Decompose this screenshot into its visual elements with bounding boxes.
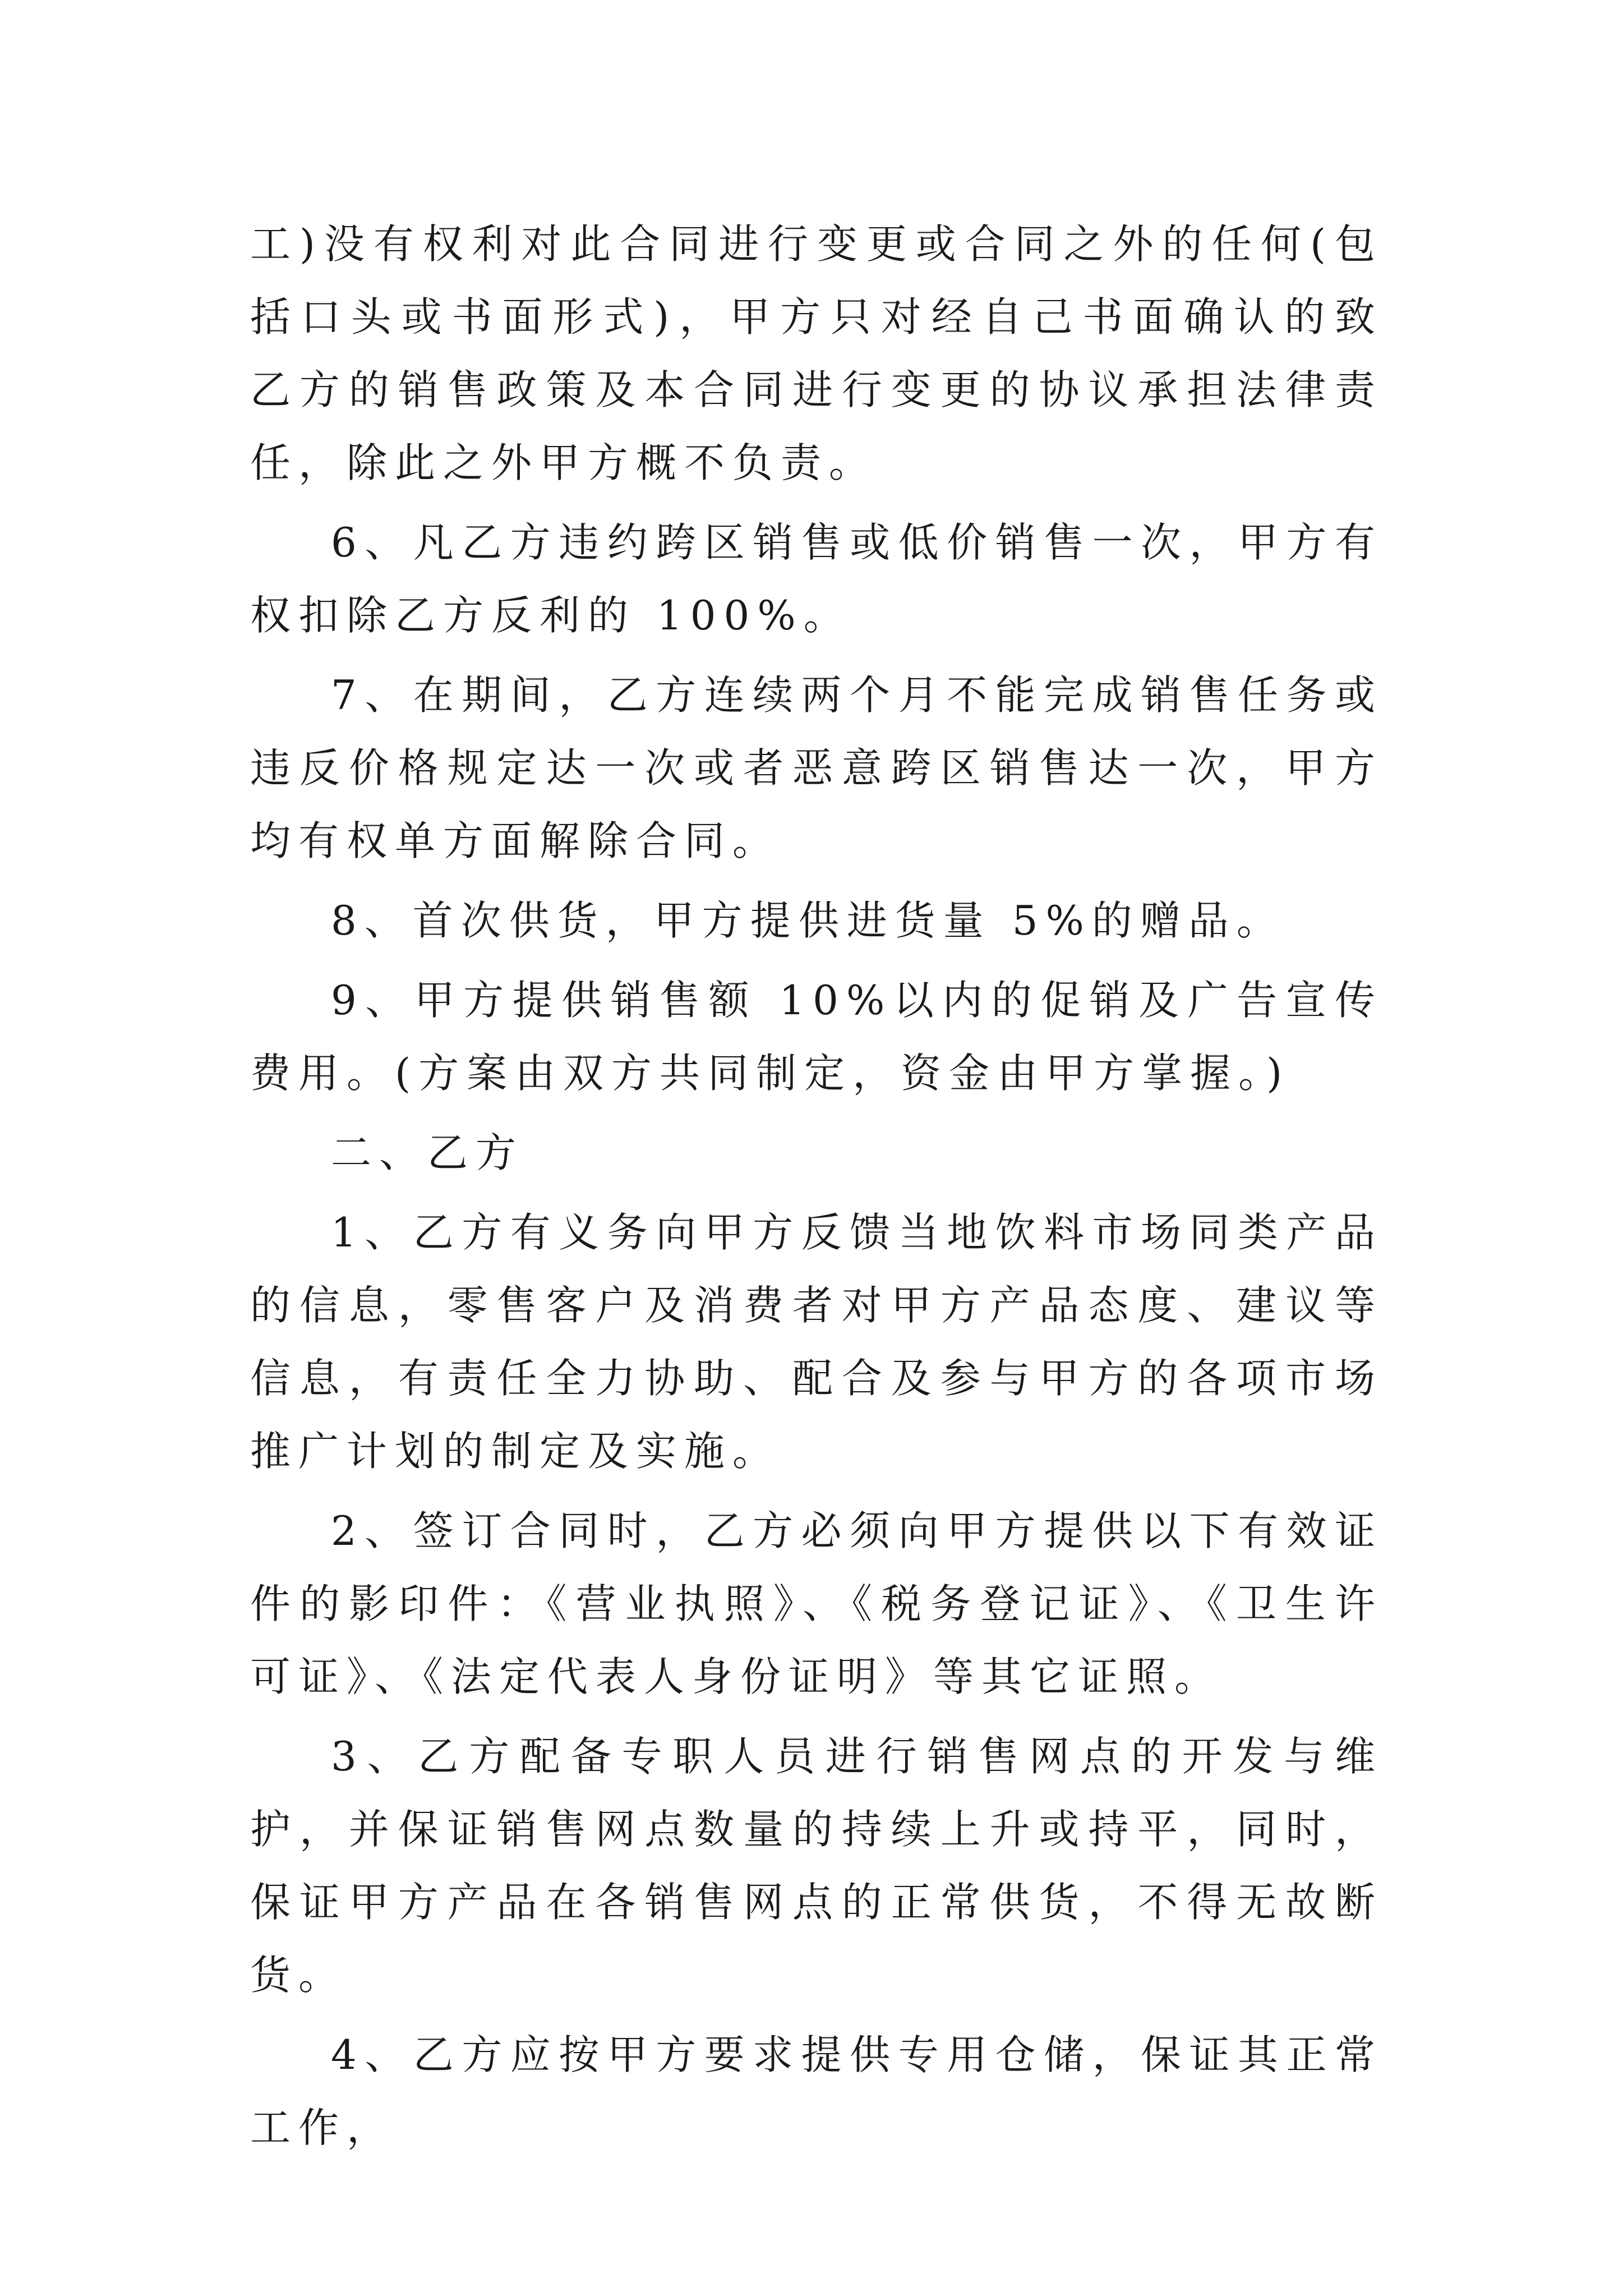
paragraph-b-item-1: 1、乙方有义务向甲方反馈当地饮料市场同类产品的信息，零售客户及消费者对甲方产品态度、建议等信息，有责任全力协助、配合及参与甲方的各项市场推广计划的制定及实施。: [250, 1209, 1383, 1475]
paragraph-continuation: 工)没有权利对此合同进行变更或合同之外的任何(包括口头或书面形式)，甲方只对经自己书面确认的致乙方的销售政策及本合同进行变更的协议承担法律责任，除此之外甲方概不负责。: [250, 220, 1383, 486]
paragraph-item-6: 6、凡乙方违约跨区销售或低价销售一次，甲方有权扣除乙方反利的 100%。: [250, 519, 1383, 639]
document-body: [250, 208, 1383, 2171]
paragraph-item-9: 9、甲方提供销售额 10%以内的促销及广告宣传费用。(方案由双方共同制定，资金由甲方掌握。): [250, 977, 1383, 1097]
section-heading-party-b: 二、乙方: [331, 1129, 524, 1176]
paragraph-b-item-2: 2、签订合同时，乙方必须向甲方提供以下有效证件的影印件：《营业执照》、《税务登记证》、《卫生许可证》、《法定代表人身份证明》等其它证照。: [250, 1507, 1383, 1700]
paragraph-b-item-3: 3、乙方配备专职人员进行销售网点的开发与维护，并保证销售网点数量的持续上升或持平，同时，保证甲方产品在各销售网点的正常供货，不得无故断货。: [250, 1733, 1383, 1999]
paragraph-item-7: 7、在期间，乙方连续两个月不能完成销售任务或违反价格规定达一次或者恶意跨区销售达一次，甲方均有权单方面解除合同。: [250, 671, 1383, 864]
paragraph-item-8: 8、首次供货，甲方提供进货量 5%的赠品。: [331, 897, 1285, 944]
paragraph-b-item-4: 4、乙方应按甲方要求提供专用仓储，保证其正常工作，: [250, 2031, 1383, 2151]
